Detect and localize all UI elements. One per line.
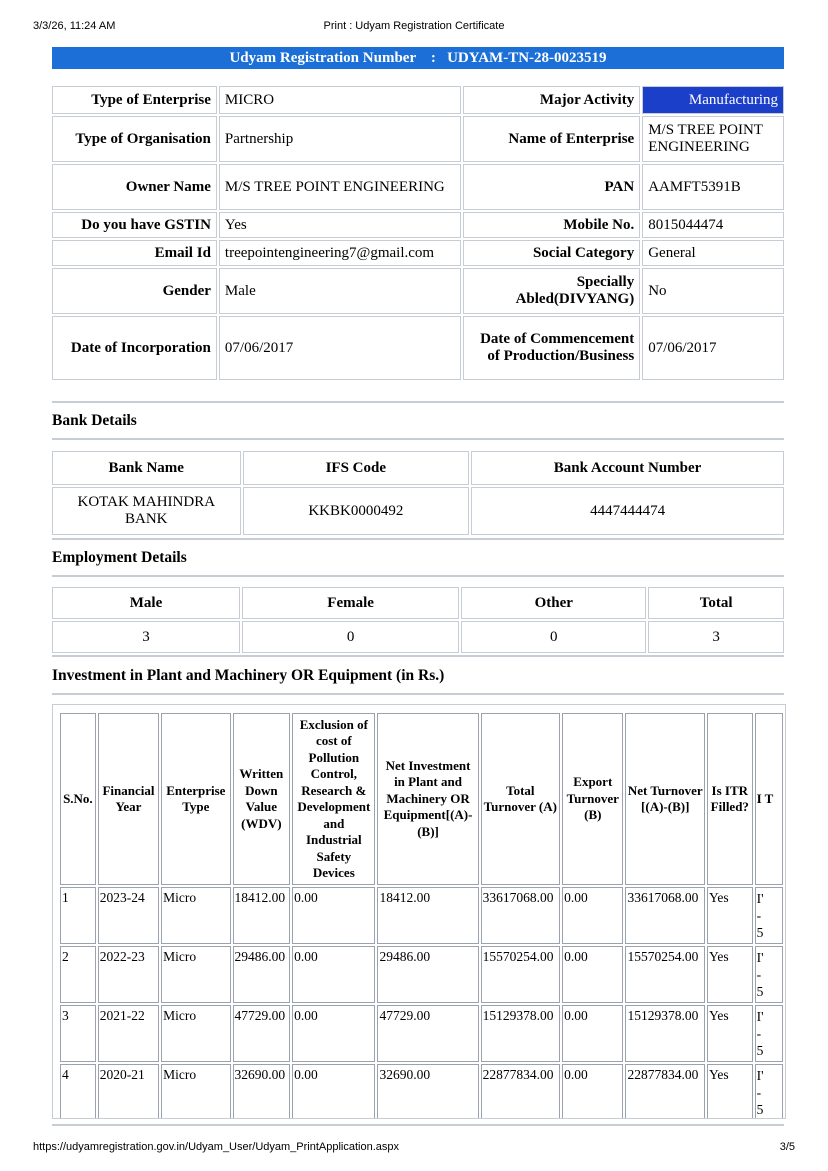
cell: 15570254.00 [481,946,561,1003]
owner-name-value: M/S TREE POINT ENGINEERING [219,164,461,210]
female-header: Female [242,587,459,619]
cell: 15129378.00 [625,1005,705,1062]
cell: 29486.00 [377,946,478,1003]
cell: 18412.00 [377,887,478,944]
cell: I' - 5 [755,1064,783,1119]
specially-abled-label: Specially Abled(DIVYANG) [463,268,640,314]
col-exclusion: Exclusion of cost of Pollution Control, Research & Development and Industrial Safety Devices [292,713,375,885]
bank-details-title: Bank Details [52,412,137,429]
banner-label: Udyam Registration Number [229,50,416,66]
cell: Micro [161,887,230,944]
type-of-enterprise-label: Type of Enterprise [52,86,217,114]
gstin-label: Do you have GSTIN [52,212,217,238]
email-value: treepointengineering7@gmail.com [219,240,461,266]
cell: Yes [707,887,753,944]
cell: 2020-21 [98,1064,159,1119]
divider [52,538,784,540]
print-datetime: 3/3/26, 11:24 AM [33,20,116,32]
cell: I' - 5 [755,1005,783,1062]
male-count: 3 [52,621,240,653]
col-net-investment: Net Investment in Plant and Machinery OR Equipment[(A)-(B)] [377,713,478,885]
male-header: Male [52,587,240,619]
cell: 4 [60,1064,96,1119]
divider [52,693,784,695]
footer-url: https://udyamregistration.gov.in/Udyam_User/Udyam_PrintApplication.aspx [33,1141,400,1153]
divider [52,1124,784,1126]
account-number-value: 4447444474 [471,487,784,535]
cell: 47729.00 [377,1005,478,1062]
social-category-value: General [642,240,784,266]
name-of-enterprise-value: M/S TREE POINT ENGINEERING [642,116,784,162]
cell: 15129378.00 [481,1005,561,1062]
email-label: Email Id [52,240,217,266]
cell: 1 [60,887,96,944]
col-itr-filled: Is ITR Filled? [707,713,753,885]
major-activity-value: Manufacturing [642,86,784,114]
account-number-header: Bank Account Number [471,451,784,485]
cell: Yes [707,1005,753,1062]
cell: 2 [60,946,96,1003]
female-count: 0 [242,621,459,653]
owner-name-label: Owner Name [52,164,217,210]
cell: 29486.00 [233,946,291,1003]
print-title: Print : Udyam Registration Certificate [323,20,505,32]
banner-separator: : [430,50,436,66]
bank-name-header: Bank Name [52,451,241,485]
cell: 0.00 [292,946,375,1003]
bank-details-table [50,449,786,537]
col-net-turnover: Net Turnover [(A)-(B)] [625,713,705,885]
other-count: 0 [461,621,646,653]
employment-details-title: Employment Details [52,549,187,566]
cell: 0.00 [562,887,623,944]
footer-page-number: 3/5 [779,1141,795,1153]
table-row [60,1064,783,1119]
cell: I' - 5 [755,887,783,944]
cell: 15570254.00 [625,946,705,1003]
total-header: Total [648,587,784,619]
cell: 33617068.00 [481,887,561,944]
enterprise-details-table [50,84,786,382]
cell: 2022-23 [98,946,159,1003]
date-incorporation-label: Date of Incorporation [52,316,217,380]
cell: 3 [60,1005,96,1062]
col-total-turnover: Total Turnover (A) [481,713,561,885]
cell: 32690.00 [377,1064,478,1119]
type-of-enterprise-value: MICRO [219,86,461,114]
col-itr-type-clipped: I T [755,713,783,885]
cell: I' - 5 [755,946,783,1003]
cell: 0.00 [562,1005,623,1062]
cell: Micro [161,946,230,1003]
cell: 0.00 [292,887,375,944]
bank-name-value: KOTAK MAHINDRA BANK [52,487,241,535]
table-row [60,887,783,944]
cell: 0.00 [292,1005,375,1062]
cell: Yes [707,946,753,1003]
major-activity-label: Major Activity [463,86,640,114]
udyam-number-banner [52,47,784,69]
col-wdv: Written Down Value (WDV) [233,713,291,885]
table-row [60,1005,783,1062]
investment-table-container [52,704,786,1119]
total-count: 3 [648,621,784,653]
type-of-organisation-label: Type of Organisation [52,116,217,162]
cell: 2023-24 [98,887,159,944]
date-commencement-label: Date of Commencement of Production/Business [463,316,640,380]
divider [52,575,784,577]
cell: Micro [161,1064,230,1119]
name-of-enterprise-label: Name of Enterprise [463,116,640,162]
cell: Micro [161,1005,230,1062]
divider [52,655,784,657]
banner-number: UDYAM-TN-28-0023519 [447,50,607,66]
other-header: Other [461,587,646,619]
ifs-code-value: KKBK0000492 [243,487,470,535]
investment-table [58,711,785,1119]
divider [52,438,784,440]
cell: 32690.00 [233,1064,291,1119]
cell: 0.00 [562,946,623,1003]
employment-details-table [50,585,786,655]
social-category-label: Social Category [463,240,640,266]
gstin-value: Yes [219,212,461,238]
gender-value: Male [219,268,461,314]
cell: 22877834.00 [481,1064,561,1119]
cell: 47729.00 [233,1005,291,1062]
specially-abled-value: No [642,268,784,314]
type-of-organisation-value: Partnership [219,116,461,162]
investment-title: Investment in Plant and Machinery OR Equipment (in Rs.) [52,667,445,684]
col-financial-year: Financial Year [98,713,159,885]
col-enterprise-type: Enterprise Type [161,713,230,885]
gender-label: Gender [52,268,217,314]
cell: 0.00 [562,1064,623,1119]
date-commencement-value: 07/06/2017 [642,316,784,380]
mobile-label: Mobile No. [463,212,640,238]
ifs-code-header: IFS Code [243,451,470,485]
table-row [60,946,783,1003]
date-incorporation-value: 07/06/2017 [219,316,461,380]
cell: 33617068.00 [625,887,705,944]
cell: 2021-22 [98,1005,159,1062]
cell: 22877834.00 [625,1064,705,1119]
col-sno: S.No. [60,713,96,885]
col-export-turnover: Export Turnover (B) [562,713,623,885]
pan-value: AAMFT5391B [642,164,784,210]
cell: 18412.00 [233,887,291,944]
divider [52,401,784,403]
cell: Yes [707,1064,753,1119]
mobile-value: 8015044474 [642,212,784,238]
pan-label: PAN [463,164,640,210]
cell: 0.00 [292,1064,375,1119]
